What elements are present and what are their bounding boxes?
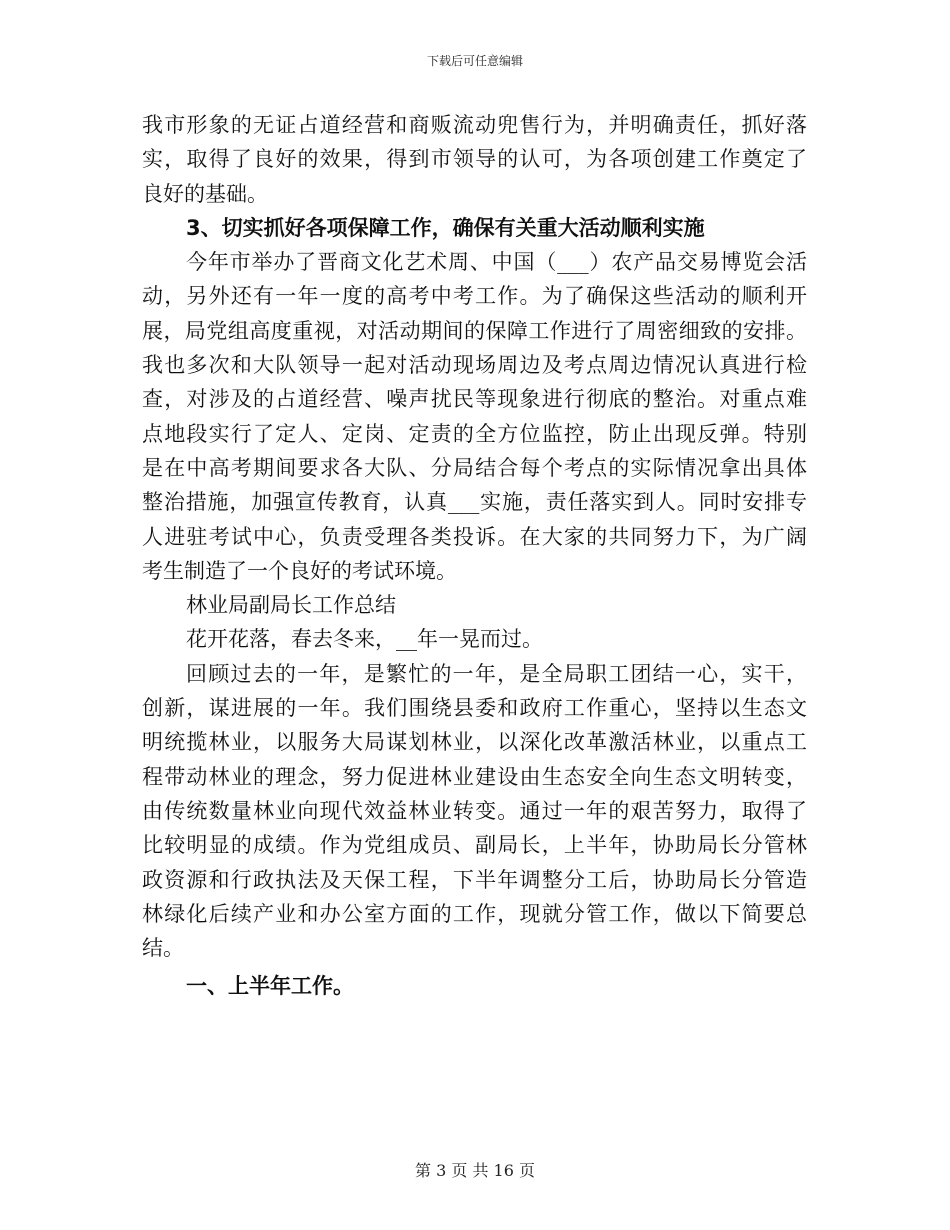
title-text: 林业局副局长工作总结 [186, 593, 396, 618]
paragraph [142, 657, 807, 966]
text-line: 展，局党组高度重视，对活动期间的保障工作进行了周密细致的安排。 [142, 318, 807, 343]
page-header: 下载后可任意编辑 [426, 54, 523, 68]
section-heading [142, 211, 807, 245]
text-line: 良好的基础。 [142, 181, 268, 206]
paragraph [142, 108, 807, 211]
document-body [142, 108, 807, 1004]
heading-text: 3、切实抓好各项保障工作，确保有关重大活动顺利实施 [186, 215, 705, 240]
text-line: 回顾过去的一年，是繁忙的一年，是全局职工团结一心，实干， [186, 661, 807, 686]
text-line: 我市形象的无证占道经营和商贩流动兜售行为，并明确责任，抓好落 [142, 113, 807, 137]
text-line: 程带动林业的理念，努力促进林业建设由生态安全向生态文明转变， [142, 764, 807, 789]
document-title [142, 588, 807, 622]
text-line: 由传统数量林业向现代效益林业转变。通过一年的艰苦努力，取得了 [142, 798, 807, 823]
text-line: 明统揽林业，以服务大局谋划林业，以深化改革激活林业，以重点工 [142, 730, 807, 755]
text-line: 整治措施，加强宣传教育，认真___实施，责任落实到人。同时安排专 [142, 490, 807, 515]
text-line: 比较明显的成绩。作为党组成员、副局长，上半年，协助局长分管林 [142, 833, 807, 858]
text-line: 考生制造了一个良好的考试环境。 [142, 558, 457, 583]
text-line: 查，对涉及的占道经营、噪声扰民等现象进行彻底的整治。对重点难 [142, 387, 807, 412]
text-line: 我也多次和大队领导一起对活动现场周边及考点周边情况认真进行检 [142, 353, 807, 378]
text-line: 政资源和行政执法及天保工程，下半年调整分工后，协助局长分管造 [142, 867, 807, 892]
heading-text: 一、上半年工作。 [186, 974, 354, 999]
section-heading [142, 969, 807, 1003]
page-footer: 第 3 页 共 16 页 [415, 1161, 535, 1180]
text-line: 动，另外还有一年一度的高考中考工作。为了确保这些活动的顺利开 [142, 284, 807, 309]
text-line: 是在中高考期间要求各大队、分局结合每个考点的实际情况拿出具体 [142, 455, 807, 480]
text-line: 点地段实行了定人、定岗、定责的全方位监控，防止出现反弹。特别 [142, 421, 807, 446]
text-line: 人进驻考试中心，负责受理各类投诉。在大家的共同努力下，为广阔 [142, 524, 807, 549]
text-line: 花开花落，春去冬来，__年一晃而过。 [186, 627, 543, 652]
paragraph [142, 245, 807, 588]
text-line: 结。 [142, 936, 184, 961]
text-line: 林绿化后续产业和办公室方面的工作，现就分管工作，做以下简要总 [142, 901, 807, 926]
text-line: 创新，谋进展的一年。我们围绕县委和政府工作重心，坚持以生态文 [142, 696, 807, 721]
text-line: 实，取得了良好的效果，得到市领导的认可，为各项创建工作奠定了 [142, 147, 807, 172]
paragraph [142, 622, 807, 656]
text-line: 今年市举办了晋商文化艺术周、中国（___）农产品交易博览会活 [186, 250, 807, 275]
